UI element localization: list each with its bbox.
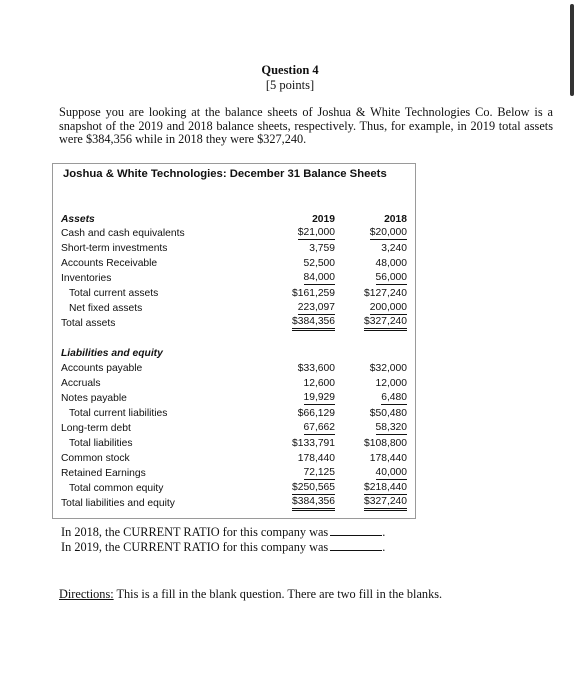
blank-2019	[330, 540, 382, 551]
balance-sheet-table	[52, 163, 416, 519]
question-2018: In 2018, the CURRENT RATIO for this company was .	[61, 525, 386, 539]
intro-paragraph: Suppose you are looking at the balance sheets of Joshua & White Technologies Co. Below is a snapshot of the 2019 and 2018 balance sheets, respectively. Thus, for example, in 2019 total assets were $384,356 while in 2018 they were $327,240.	[59, 105, 553, 146]
fill-in-questions	[61, 525, 385, 554]
blank-2018	[330, 525, 382, 536]
table-row: Cash and cash equivalents $21,000 $20,000	[61, 227, 407, 239]
table-row: Common stock 178,440 178,440	[61, 453, 407, 464]
table-row: Total assets $384,356 $327,240	[61, 316, 407, 329]
table-row: Short-term investments 3,759 3,240	[61, 243, 407, 254]
table-row: Inventories 84,000 56,000	[61, 272, 407, 284]
table-row: Total liabilities $133,791 $108,800	[69, 438, 407, 449]
assets-heading: Assets	[61, 214, 95, 225]
liabilities-header-row	[53, 346, 415, 361]
table-row: Total common equity $250,565 $218,440	[69, 482, 407, 494]
question-points: [5 points]	[265, 78, 315, 92]
table-row: Total current assets $161,259 $127,240	[69, 288, 407, 299]
table-row: Total liabilities and equity $384,356 $327,240	[61, 496, 407, 509]
year-2019-header: 2019	[312, 214, 335, 225]
directions	[59, 587, 442, 602]
question-2019: In 2019, the CURRENT RATIO for this company was .	[61, 539, 386, 554]
question-header	[0, 63, 580, 93]
table-row: Net fixed assets 223,097 200,000	[69, 302, 407, 314]
table-row: Accounts payable $33,600 $32,000	[61, 363, 407, 374]
table-row: Accruals 12,600 12,000	[61, 378, 407, 389]
table-row: Accounts Receivable 52,500 48,000	[61, 258, 407, 269]
table-row: Long-term debt 67,662 58,320	[61, 422, 407, 434]
liabilities-heading: Liabilities and equity	[61, 348, 163, 359]
balance-sheet-title: Joshua & White Technologies: December 31 Balance Sheets	[63, 168, 387, 180]
year-2018-header: 2018	[384, 214, 407, 225]
question-title: Question 4	[261, 63, 319, 77]
directions-text: This is a fill in the blank question. There are two fill in the blanks.	[116, 587, 443, 601]
table-row: Retained Earnings 72,125 40,000	[61, 467, 407, 479]
directions-label: Directions:	[59, 587, 114, 601]
table-row: Notes payable 19,929 6,480	[61, 392, 407, 404]
assets-header-row	[53, 212, 415, 227]
table-row: Total current liabilities $66,129 $50,480	[69, 408, 407, 419]
